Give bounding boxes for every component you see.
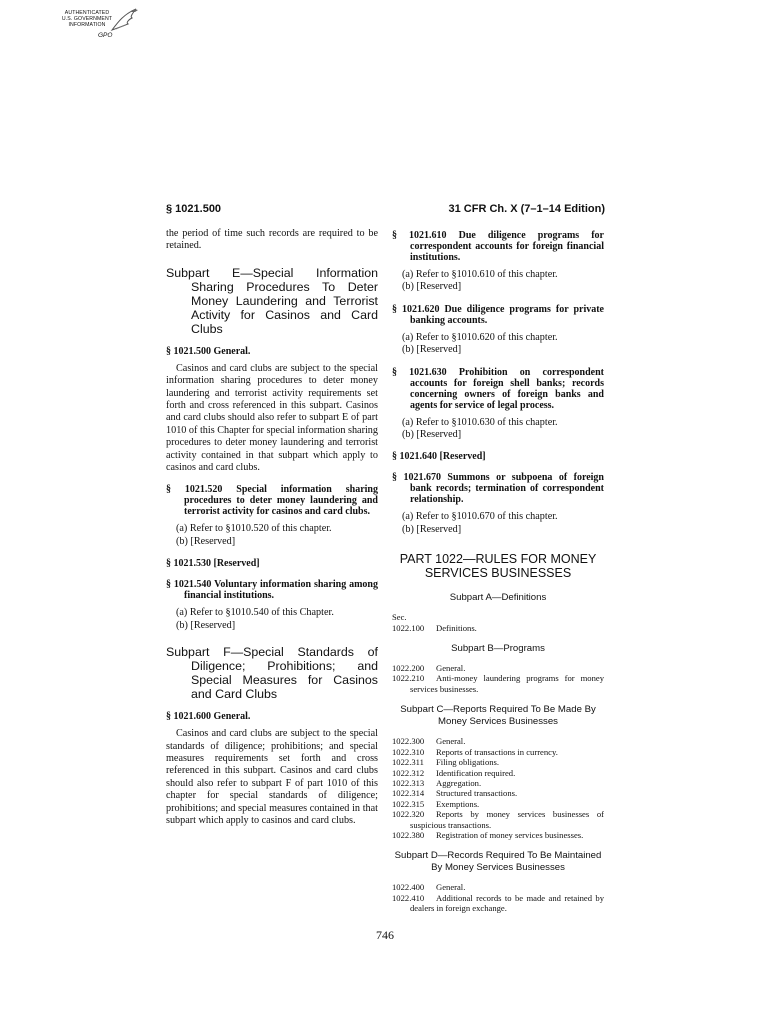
section-1021-640-heading: § 1021.640 [Reserved] [392,451,486,463]
toc-number: 1022.313 [392,777,425,788]
toc-number: 1022.320 [392,809,425,820]
toc-number: 1022.315 [392,798,425,809]
running-header [166,203,605,215]
toc-item [392,673,604,694]
toc-title: General. [436,663,466,674]
toc-title: Structured transactions. [436,788,518,799]
toc-item [392,778,604,788]
section-1021-630-a: (a) Refer to §1010.630 of this chapter. [402,416,558,428]
subpart-a-heading: Subpart A—Definitions [449,592,547,604]
eagle-icon [108,6,142,36]
section-1021-530-heading: § 1021.530 [Reserved] [166,558,260,570]
part-1022-heading: PART 1022—RULES FOR MONEY SERVICES BUSINESSES [399,552,597,581]
toc-number: 1022.380 [392,829,425,840]
section-1021-620-a: (a) Refer to §1010.620 of this chapter. [402,331,558,343]
section-1021-670-a: (a) Refer to §1010.670 of this chapter. [402,511,558,523]
section-1021-520-b: (b) [Reserved] [176,535,236,547]
subpart-e-heading: Subpart E—Special Information Sharing Procedures To Deter Money Laundering and Terrorist Activity for Casinos and Card Clubs [166,265,378,336]
toc-number: 1022.314 [392,788,425,799]
section-1021-670-heading: § 1021.670 Summons or subpoena of foreign bank records; termination of correspondent relationship. [392,472,604,506]
toc-number: 1022.200 [392,663,425,674]
section-1021-600-body: Casinos and card clubs are subject to the special standards of diligence; prohibitions; and special measures requirements set forth and cross referenced in this subpart. Casinos and card clubs should also refer to subpart F of part 1010 of this chapter for special standards of diligence; prohibitions; and special measures contained in that subpart which apply to casinos and card clubs. [166,728,378,826]
toc-number: 1022.300 [392,736,425,747]
toc-item [392,893,604,914]
toc-item [392,768,604,778]
section-1021-610-a: (a) Refer to §1010.610 of this chapter. [402,269,558,280]
toc-item [392,757,604,767]
toc-number: 1022.210 [392,673,425,684]
right-column [392,228,604,914]
section-1021-540-b: (b) [Reserved] [176,619,236,631]
subpart-b-heading: Subpart B—Programs [451,643,545,655]
toc-title: Registration of money services businesses. [436,829,584,840]
toc-title: General. [436,736,466,747]
toc-item [392,663,604,673]
section-1021-630-heading: § 1021.630 Prohibition on correspondent accounts for foreign shell banks; records concerning owners of foreign banks and agents for service of legal process. [392,366,604,411]
sec-label: Sec. [392,612,407,623]
section-1021-500-body: Casinos and card clubs are subject to the special information sharing procedures to deter money laundering and terrorist activity requirements set forth and cross referenced in this subpart. Casinos and card clubs should also refer to subpart E of part 1010 of this Chapter for special information sharing procedures to deter money laundering and terrorist activity contained in that subpart which apply to casinos and card clubs. [166,362,378,474]
toc-title: Definitions. [436,622,477,633]
subpart-c-toc [392,736,604,840]
toc-title: Additional records to be made and retained by dealers in foreign exchange. [410,892,604,914]
section-1021-620-b: (b) [Reserved] [402,344,462,356]
toc-number: 1022.311 [392,757,424,768]
toc-title: General. [436,882,466,893]
intro-text: the period of time such records are required to be retained. [166,228,378,252]
section-1021-540-a: (a) Refer to §1010.540 of this Chapter. [176,607,334,619]
section-1021-520-heading: § 1021.520 Special information sharing procedures to deter money laundering and terrorist activity for casinos and card clubs. [166,484,378,518]
left-column [166,228,378,827]
toc-number: 1022.400 [392,882,425,893]
logo-line: U.S. GOVERNMENT [61,16,113,22]
toc-title: Identification required. [436,767,516,778]
toc-item [392,809,604,830]
section-1021-610-b: (b) [Reserved] [402,281,462,293]
section-1021-540-heading: § 1021.540 Voluntary information sharing among financial institutions. [166,579,378,602]
section-1021-670-b: (b) [Reserved] [402,523,462,535]
toc-title: Aggregation. [436,777,482,788]
header-section: § 1021.500 [166,203,222,215]
toc-title: Anti-money laundering programs for money services businesses. [410,673,604,694]
toc-item [392,736,604,746]
gpo-authentication-logo [58,6,142,44]
toc-title: Filing obligations. [436,757,500,768]
subpart-a-toc [392,612,604,633]
section-1021-600-heading: § 1021.600 General. [166,711,251,723]
subpart-b-toc [392,663,604,694]
logo-line: INFORMATION [68,22,106,28]
toc-title: Reports of transactions in currency. [436,746,558,757]
section-1021-620-heading: § 1021.620 Due diligence programs for private banking accounts. [392,303,604,326]
page-number: 746 [376,928,394,942]
toc-number: 1022.410 [392,892,425,903]
toc-title: Exemptions. [436,798,480,809]
toc-item [392,799,604,809]
subpart-f-heading: Subpart F—Special Standards of Diligence; Prohibitions; and Special Measures for Casinos and Card Clubs [166,645,378,702]
subpart-d-heading: Subpart D—Records Required To Be Maintained By Money Services Businesses [394,850,602,874]
section-1021-630-b: (b) [Reserved] [402,429,462,441]
toc-item [392,830,604,840]
subpart-d-toc [392,882,604,913]
toc-number: 1022.310 [392,746,425,757]
section-1021-500-heading: § 1021.500 General. [166,345,251,357]
section-1021-610-heading: § 1021.610 Due diligence programs for correspondent accounts for foreign financial institutions. [392,230,604,263]
section-1021-520-a: (a) Refer to §1010.520 of this chapter. [176,523,332,535]
toc-number: 1022.100 [392,622,425,633]
subpart-c-heading: Subpart C—Reports Required To Be Made By Money Services Businesses [400,704,596,728]
toc-item [392,882,604,892]
toc-number: 1022.312 [392,767,425,778]
toc-item [392,623,604,633]
toc-item [392,788,604,798]
logo-gpo: GPO [98,32,113,39]
logo-line: AUTHENTICATED [64,10,110,16]
toc-item [392,747,604,757]
header-title: 31 CFR Ch. X (7–1–14 Edition) [448,203,605,215]
toc-title: Reports by money services businesses of suspicious transactions. [410,809,604,830]
